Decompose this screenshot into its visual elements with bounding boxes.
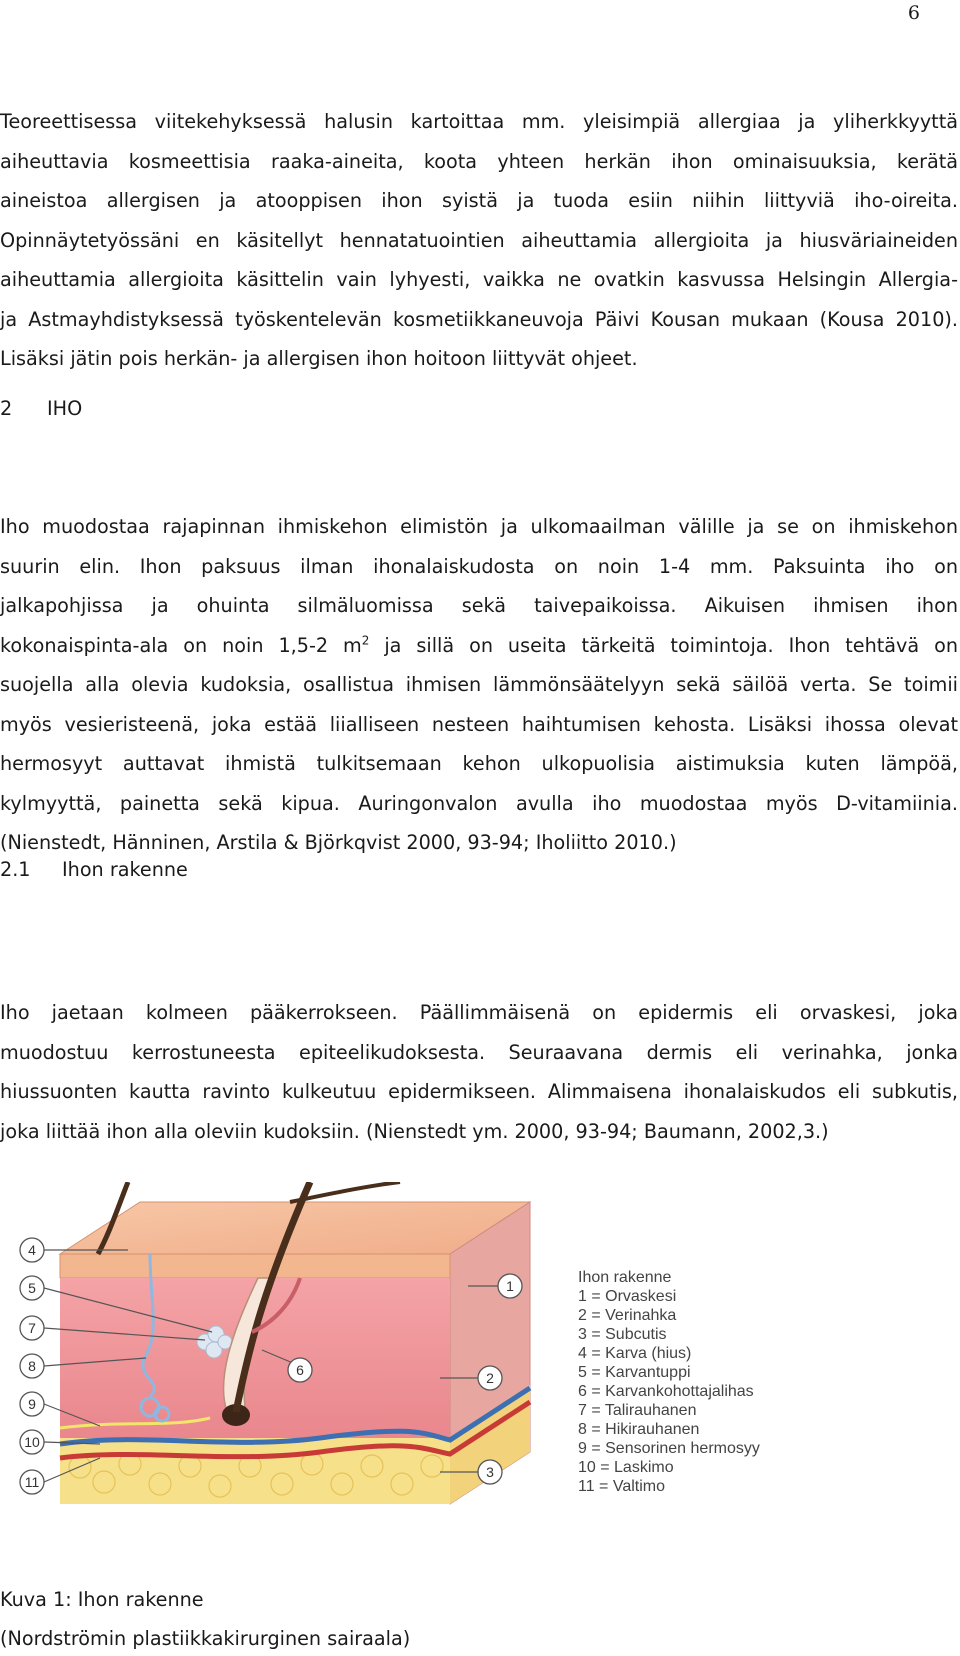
svg-text:4: 4 — [28, 1242, 36, 1258]
marker-1 — [498, 1274, 522, 1298]
text-line: aiheuttamia allergioita käsittelin vain lyhyesti, vaikka ne ovatkin kasvussa Helsingin Allergia- — [0, 268, 958, 291]
text-line: hiussuonten kautta ravinto kulkeutuu epidermikseen. Alimmaisena ihonalaiskudos eli subkutis, — [0, 1080, 958, 1103]
legend-item: 10 = Laskimo — [578, 1459, 674, 1476]
text-line: Lisäksi jätin pois herkän- ja allergisen ihon hoitoon liittyvät ohjeet. — [0, 347, 638, 370]
text-fragment: kokonaispinta-ala on noin 1,5-2 m — [0, 633, 362, 657]
text-line: jalkapohjissa ja ohuinta silmäluomissa sekä taivepaikoissa. Aikuisen ihmisen ihon — [0, 594, 958, 617]
svg-text:8: 8 — [28, 1358, 36, 1374]
svg-text:10: 10 — [24, 1434, 40, 1450]
text-line: suurin elin. Ihon paksuus ilman ihonalaiskudosta on noin 1-4 mm. Paksuinta iho on — [0, 554, 958, 578]
text-line: joka liittää ihon alla oleviin kudoksiin. (Nienstedt ym. 2000, 93-94; Baumann, 2002,3.) — [0, 1119, 829, 1143]
legend-item: 5 = Karvantuppi — [578, 1364, 691, 1381]
skin-structure-illustration — [0, 1182, 960, 1520]
superscript: 2 — [361, 633, 370, 648]
text-line: (Nienstedt, Hänninen, Arstila & Björkqvist 2000, 93-94; Iholiitto 2010.) — [0, 831, 677, 854]
section-number: 2 — [0, 397, 13, 420]
text-line: suojella alla olevia kudoksia, osallistua ihmisen lämmönsäätelyyn sekä säilöä verta. Se toimii — [0, 673, 958, 696]
section-title: Ihon rakenne — [62, 858, 188, 881]
left-markers — [20, 1238, 44, 1494]
marker-3 — [478, 1460, 502, 1484]
legend-item: 1 = Orvaskesi — [578, 1288, 677, 1305]
svg-text:3: 3 — [486, 1464, 494, 1480]
svg-text:6: 6 — [296, 1362, 304, 1378]
text-line: Teoreettisessa viitekehyksessä halusin kartoittaa mm. yleisimpiä allergiaa ja yliherkkyyttä — [0, 110, 958, 133]
svg-text:11: 11 — [24, 1474, 40, 1490]
epidermis-layer — [60, 1254, 450, 1278]
legend-item: 8 = Hikirauhanen — [578, 1421, 700, 1438]
svg-text:2: 2 — [486, 1370, 494, 1386]
text-line: aiheuttavia kosmeettisia raaka-aineita, koota yhteen herkän ihon ominaisuuksia, kerätä — [0, 149, 958, 173]
iho-paragraph — [0, 507, 958, 863]
text-line: hermosyyt auttavat ihmistä tulkitsemaan kehon ulkopuolisia aistimuksia kuten lämpöä, — [0, 752, 958, 775]
intro-paragraph — [0, 102, 958, 379]
marker-9 — [20, 1392, 44, 1416]
section-title: IHO — [47, 397, 83, 420]
text-line: muodostuu kerrostuneesta epiteelikudoksesta. Seuraavana dermis eli verinahka, jonka — [0, 1040, 958, 1064]
svg-text:9: 9 — [28, 1396, 36, 1412]
marker-8 — [20, 1354, 44, 1378]
text-line: myös vesieristeenä, joka estää liialliseen nesteen haihtumisen kehosta. Lisäksi ihossa olevat — [0, 712, 958, 736]
marker-6 — [288, 1358, 312, 1382]
svg-text:5: 5 — [28, 1280, 36, 1296]
text-line: aineistoa allergisen ja atooppisen ihon syistä ja tuoda esiin niihin liittyviä iho-oireita. — [0, 189, 958, 212]
page-number: 6 — [907, 2, 920, 24]
svg-text:7: 7 — [28, 1320, 36, 1336]
section-number: 2.1 — [0, 858, 31, 881]
svg-text:1: 1 — [506, 1278, 514, 1294]
legend-item: 3 = Subcutis — [578, 1326, 667, 1343]
section-heading-ihon-rakenne — [0, 858, 188, 881]
legend-item: 9 = Sensorinen hermosyy — [578, 1440, 760, 1457]
text-line-with-superscript — [0, 626, 958, 666]
legend-item: 7 = Talirauhanen — [578, 1402, 697, 1419]
section-heading-iho — [0, 397, 82, 420]
skin-structure-figure — [0, 1182, 960, 1520]
text-line: kylmyyttä, painetta sekä kipua. Auringonvalon avulla iho muodostaa myös D-vitamiinia. — [0, 791, 958, 815]
text-line: Iho muodostaa rajapinnan ihmiskehon elimistön ja ulkomaailman välille ja se on ihmiskehon — [0, 515, 958, 538]
marker-2 — [478, 1366, 502, 1390]
text-fragment: ja sillä on useita tärkeitä toimintoja. Ihon tehtävä on — [369, 633, 959, 657]
figure-caption: Kuva 1: Ihon rakenne — [0, 1588, 204, 1611]
legend-title: Ihon rakenne — [578, 1269, 672, 1286]
legend-item: 11 = Valtimo — [578, 1478, 666, 1495]
text-line: Iho jaetaan kolmeen pääkerrokseen. Päällimmäisenä on epidermis eli orvaskesi, joka — [0, 1001, 958, 1024]
rakenne-paragraph — [0, 993, 958, 1151]
legend-item: 4 = Karva (hius) — [578, 1345, 692, 1362]
legend-item: 2 = Verinahka — [578, 1307, 677, 1324]
marker-4 — [20, 1238, 44, 1262]
marker-10 — [20, 1430, 44, 1454]
figure-legend — [578, 1269, 760, 1495]
marker-5 — [20, 1276, 44, 1300]
text-line: ja Astmayhdistyksessä työskentelevän kosmetiikkaneuvoja Päivi Kousan mukaan (Kousa 2010). — [0, 307, 958, 331]
figure-source: (Nordströmin plastiikkakirurginen sairaala) — [0, 1627, 411, 1650]
marker-7 — [20, 1316, 44, 1340]
marker-11 — [20, 1470, 44, 1494]
legend-item: 6 = Karvankohottajalihas — [578, 1383, 754, 1400]
text-line: Opinnäytetyössäni en käsitellyt hennatatuointien aiheuttamia allergioita ja hiusväriaineiden — [0, 228, 958, 252]
